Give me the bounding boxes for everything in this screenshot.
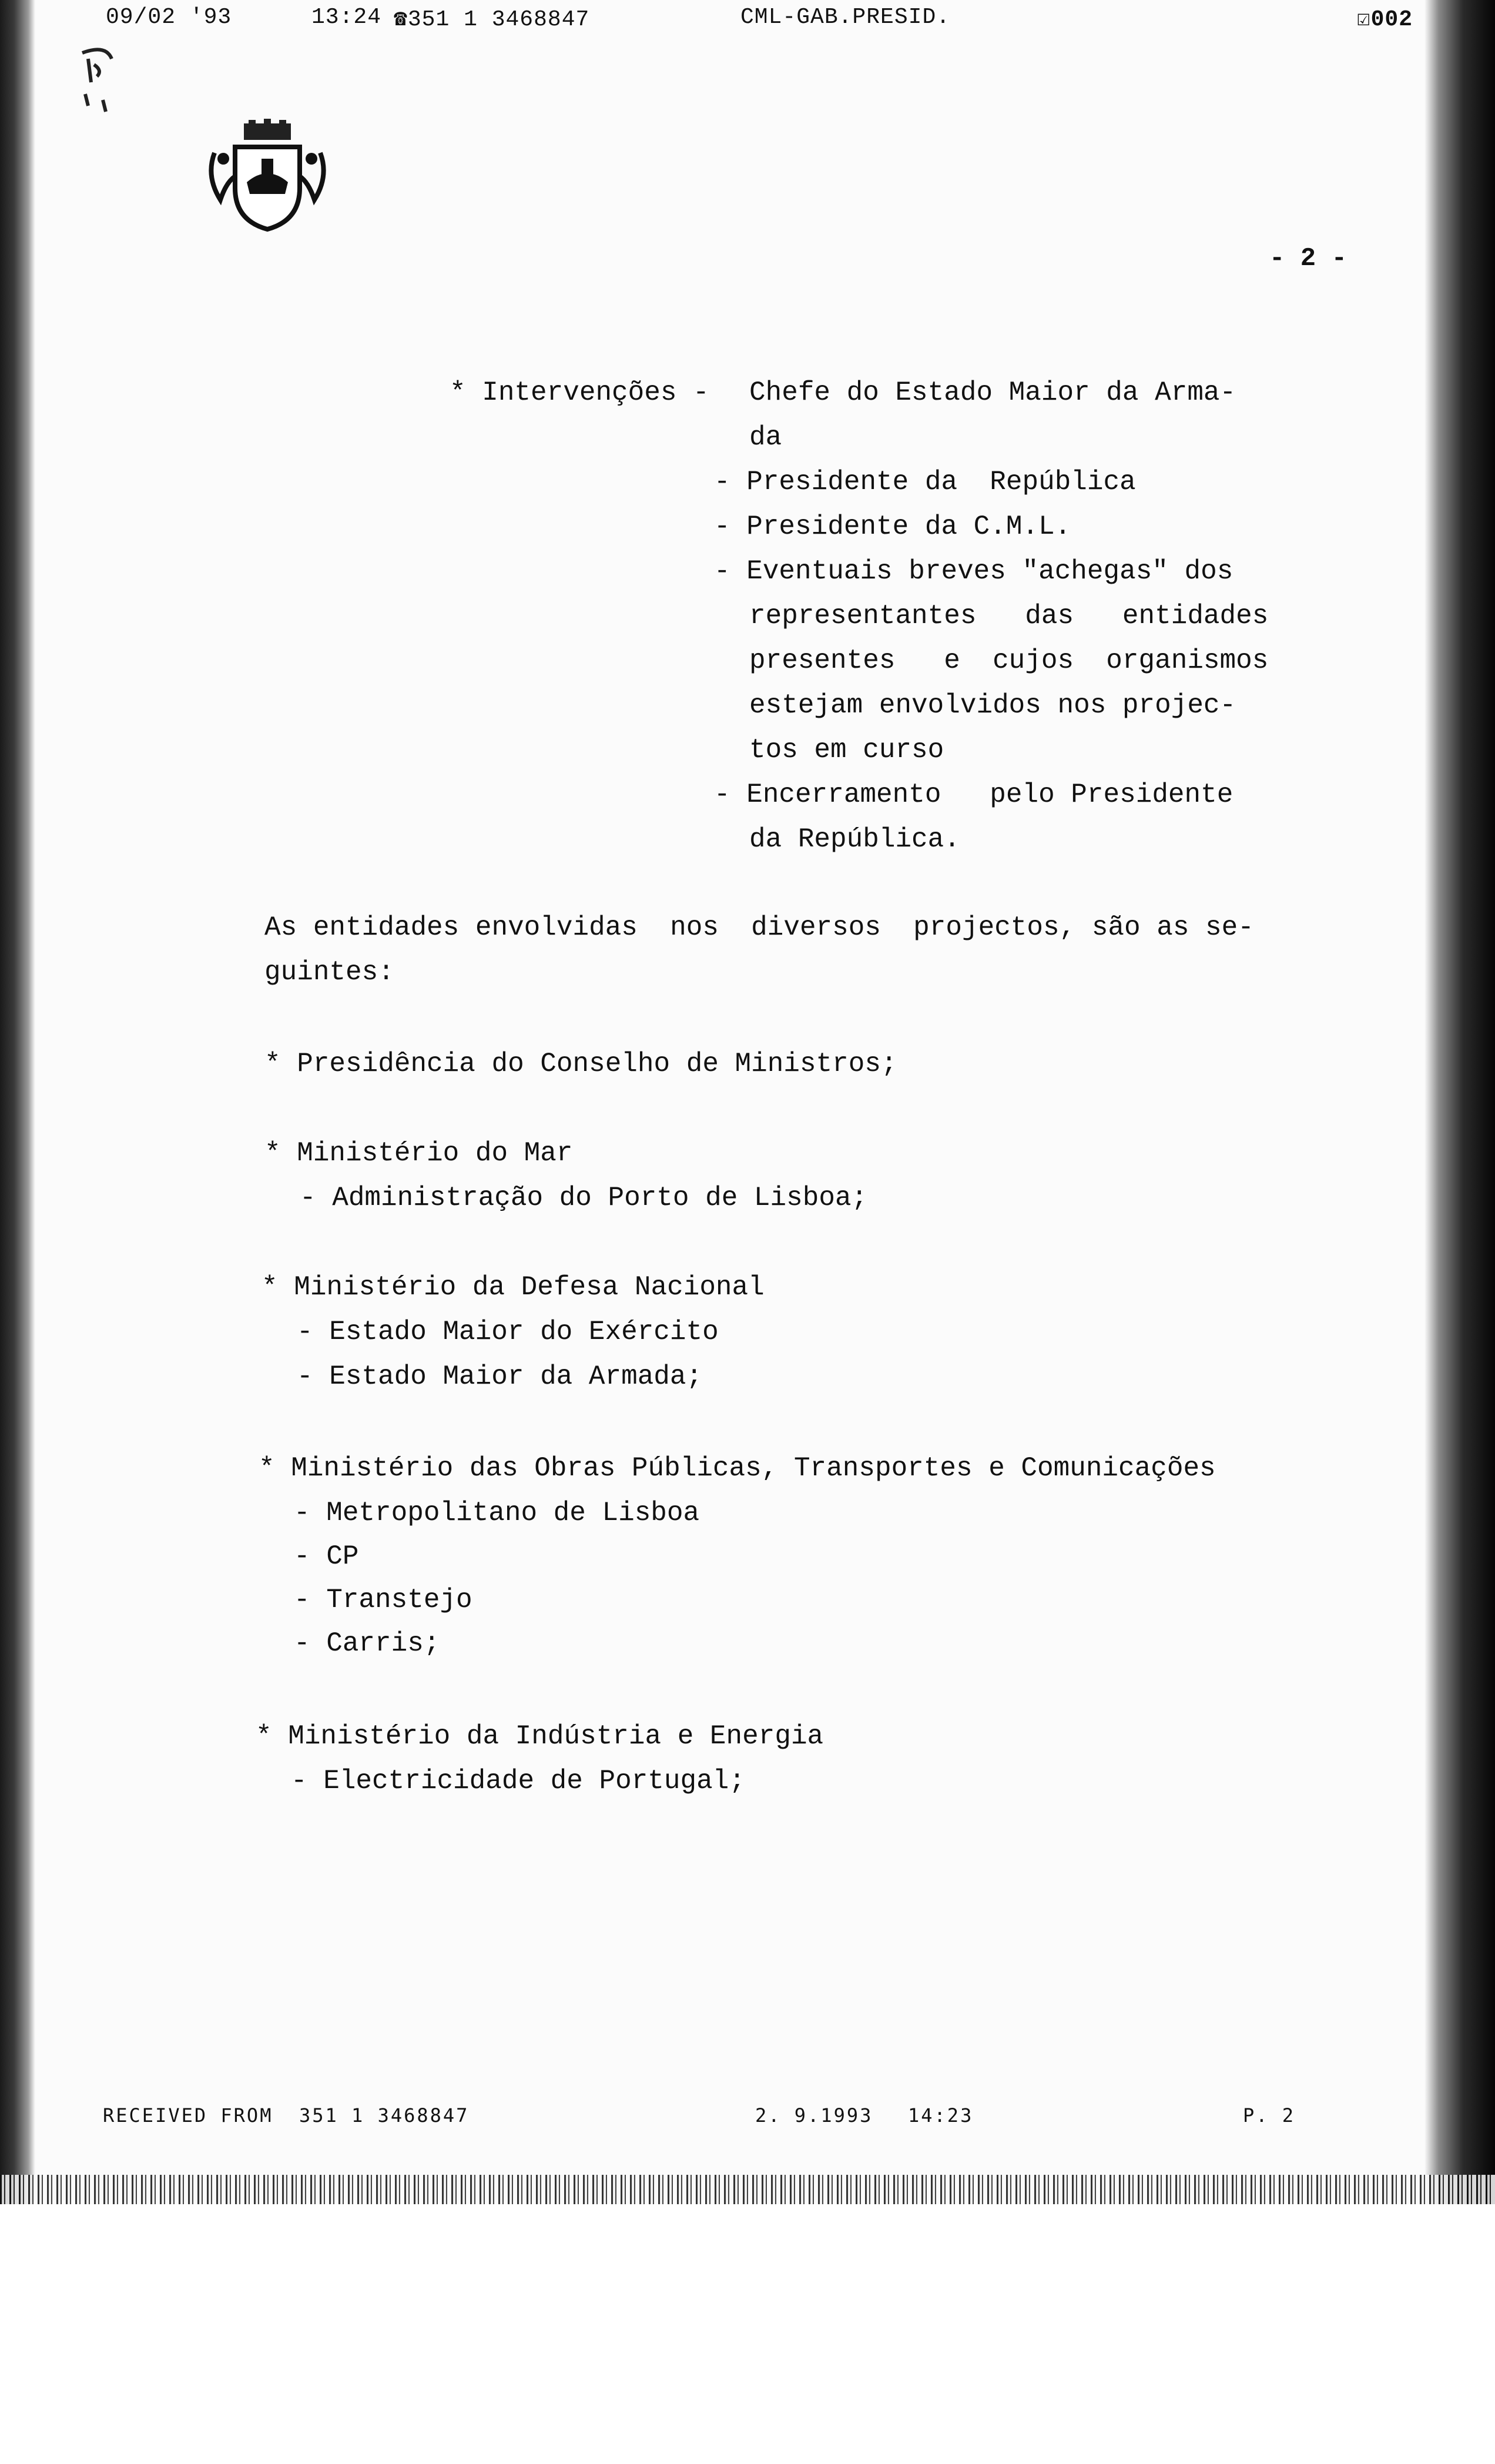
intervention-line: estejam envolvidos nos projec-	[749, 690, 1236, 721]
intro-paragraph: guintes:	[264, 957, 394, 987]
intervention-line: representantes das entidades	[749, 601, 1269, 631]
intervention-line: - Presidente da C.M.L.	[714, 511, 1071, 542]
intervention-line: Chefe do Estado Maior da Arma-	[749, 377, 1236, 408]
fax-phone: ☎351 1 3468847	[394, 7, 590, 32]
fax-sender-org: CML-GAB.PRESID.	[740, 5, 951, 30]
entity-sub: - Administração do Porto de Lisboa;	[300, 1183, 868, 1213]
fax-footer	[103, 2104, 1337, 2140]
intervention-line: - Eventuais breves "achegas" dos	[714, 556, 1233, 587]
intro-paragraph: As entidades envolvidas nos diversos projectos, são as se-	[264, 912, 1254, 943]
entity-sub: - Transtejo	[294, 1585, 472, 1615]
entity-sub: - Electricidade de Portugal;	[291, 1766, 745, 1796]
fax-header	[106, 5, 1413, 34]
intervention-line: da República.	[749, 824, 960, 855]
intervention-line: tos em curso	[749, 735, 944, 765]
scan-edge-left	[0, 0, 35, 2204]
entity-sub: - Estado Maior da Armada;	[297, 1361, 703, 1392]
fax-time: 13:24	[311, 5, 382, 30]
fax-date: 09/02 '93	[106, 5, 232, 30]
scan-edge-right	[1424, 0, 1495, 2204]
received-from: RECEIVED FROM 351 1 3468847	[103, 2104, 470, 2127]
received-date: 2. 9.1993	[755, 2104, 873, 2127]
scan-noise-strip	[0, 2175, 1495, 2204]
page-number: - 2 -	[1269, 244, 1347, 273]
received-time: 14:23	[908, 2104, 974, 2127]
entity-title: * Ministério da Defesa Nacional	[262, 1272, 765, 1303]
intervention-line: presentes e cujos organismos	[749, 645, 1269, 676]
corner-scribble-icon	[71, 41, 123, 123]
intervention-line: - Encerramento pelo Presidente	[714, 779, 1233, 810]
entity-title: * Ministério da Indústria e Energia	[256, 1721, 824, 1752]
entity-title: * Presidência do Conselho de Ministros;	[264, 1049, 897, 1079]
received-page: P. 2	[1243, 2104, 1296, 2127]
interventions-heading: * Intervenções -	[450, 377, 709, 408]
entity-title: * Ministério do Mar	[264, 1138, 573, 1169]
entity-sub: - CP	[294, 1541, 359, 1572]
fax-page-marker: ☑002	[1356, 7, 1413, 32]
entity-sub: - Carris;	[294, 1628, 440, 1659]
intervention-line: da	[749, 422, 782, 453]
entity-title: * Ministério das Obras Públicas, Transportes e Comunicações	[259, 1453, 1216, 1484]
intervention-line: - Presidente da República	[714, 467, 1136, 497]
coat-of-arms-logo	[203, 118, 332, 235]
entity-sub: - Estado Maior do Exército	[297, 1317, 719, 1347]
entity-sub: - Metropolitano de Lisboa	[294, 1498, 700, 1528]
